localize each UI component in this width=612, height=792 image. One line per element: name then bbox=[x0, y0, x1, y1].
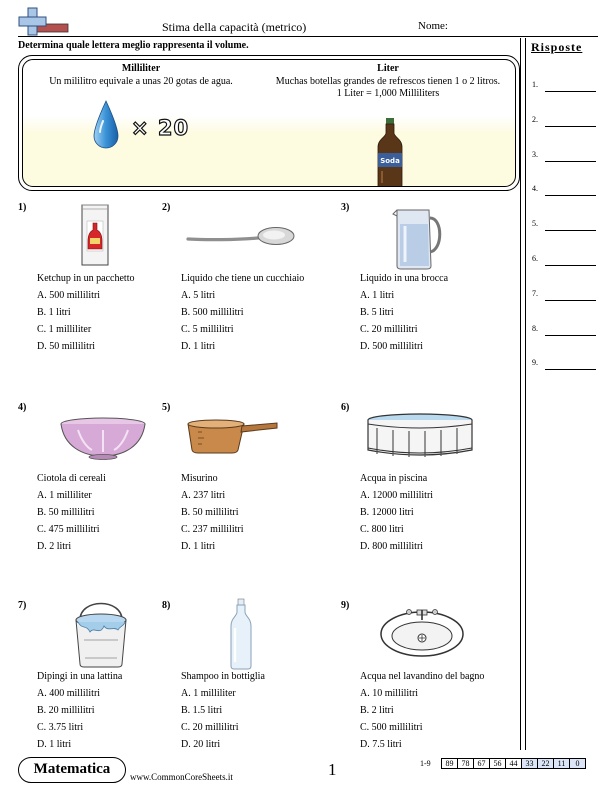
problem-question: Dipingi in una lattina bbox=[37, 671, 123, 682]
answer-slot[interactable] bbox=[532, 80, 596, 92]
answer-option[interactable]: A. 5 litri bbox=[181, 290, 216, 301]
problem-number: 9) bbox=[341, 600, 350, 611]
header-divider bbox=[18, 36, 598, 37]
answer-option[interactable]: A. 1 milliliter bbox=[37, 490, 92, 501]
answer-slot[interactable] bbox=[532, 219, 596, 231]
problem-question: Ketchup in un pacchetto bbox=[37, 273, 135, 284]
answer-number: 3. bbox=[532, 149, 538, 159]
answer-option[interactable]: D. 2 litri bbox=[37, 541, 72, 552]
answer-option[interactable]: A. 1 milliliter bbox=[181, 688, 236, 699]
answer-number: 5. bbox=[532, 219, 538, 229]
milliliter-heading: Milliliter bbox=[121, 63, 161, 74]
score-range-label: 1-9 bbox=[420, 759, 431, 768]
problem-question: Acqua in piscina bbox=[360, 473, 428, 484]
problem-number: 5) bbox=[162, 402, 171, 413]
swimming-pool-icon bbox=[365, 412, 475, 464]
answer-option[interactable]: D. 500 millilitri bbox=[360, 341, 424, 352]
score-cell: 78 bbox=[458, 759, 474, 769]
answer-option[interactable]: A. 237 litri bbox=[181, 490, 226, 501]
worksheet-title: Stima della capacità (metrico) bbox=[162, 20, 307, 34]
answer-option[interactable]: C. 1 milliliter bbox=[37, 324, 92, 335]
times-twenty-label: × 20 bbox=[131, 116, 190, 140]
answer-option[interactable]: C. 5 millilitri bbox=[181, 324, 234, 335]
instructions: Determina quale lettera meglio rappresenta il volume. bbox=[18, 40, 249, 51]
answer-option[interactable]: B. 20 millilitri bbox=[37, 705, 95, 716]
milliliter-info bbox=[27, 63, 255, 88]
answer-option[interactable]: B. 1.5 litri bbox=[181, 705, 223, 716]
score-cell: 56 bbox=[490, 759, 506, 769]
problem-question: Acqua nel lavandino del bagno bbox=[360, 671, 485, 682]
pitcher-icon bbox=[391, 206, 445, 276]
answer-slot[interactable] bbox=[532, 324, 596, 336]
answer-option[interactable]: B. 1 litri bbox=[37, 307, 71, 318]
answer-option[interactable]: D. 50 millilitri bbox=[37, 341, 96, 352]
bottle-label: Soda bbox=[380, 157, 400, 165]
answer-number: 2. bbox=[532, 114, 538, 124]
answer-option[interactable]: D. 1 litri bbox=[37, 739, 72, 750]
answer-line[interactable] bbox=[545, 300, 596, 301]
score-cell: 33 bbox=[522, 759, 538, 769]
page-number: 1 bbox=[328, 760, 337, 779]
answer-line[interactable] bbox=[545, 195, 596, 196]
answer-slot[interactable] bbox=[532, 115, 596, 127]
answer-option[interactable]: A. 400 millilitri bbox=[37, 688, 101, 699]
answer-option[interactable]: B. 500 millilitri bbox=[181, 307, 244, 318]
score-cell: 44 bbox=[506, 759, 522, 769]
answer-option[interactable]: A. 12000 millilitri bbox=[360, 490, 434, 501]
problem-number: 7) bbox=[18, 600, 27, 611]
answer-column-divider bbox=[520, 38, 521, 750]
spoon-icon bbox=[186, 226, 296, 256]
score-cell: 22 bbox=[538, 759, 554, 769]
problem-number: 6) bbox=[341, 402, 350, 413]
plus-minus-logo-icon bbox=[18, 6, 70, 38]
answer-slot[interactable] bbox=[532, 150, 596, 162]
answer-option[interactable]: D. 7.5 litri bbox=[360, 739, 402, 750]
answer-option[interactable]: D. 20 litri bbox=[181, 739, 221, 750]
cereal-bowl-icon bbox=[58, 416, 148, 466]
answer-column-divider bbox=[525, 38, 526, 750]
answer-option[interactable]: C. 237 millilitri bbox=[181, 524, 244, 535]
answer-option[interactable]: A. 10 millilitri bbox=[360, 688, 419, 699]
answer-line[interactable] bbox=[545, 126, 596, 127]
liter-heading: Liter bbox=[377, 63, 399, 74]
shampoo-bottle-icon bbox=[228, 598, 254, 676]
answer-option[interactable]: D. 1 litri bbox=[181, 341, 216, 352]
name-label: Nome: bbox=[418, 20, 448, 32]
brand-badge: Matematica bbox=[18, 757, 126, 783]
answer-option[interactable]: A. 500 millilitri bbox=[37, 290, 101, 301]
answer-option[interactable]: A. 1 litri bbox=[360, 290, 395, 301]
answer-option[interactable]: D. 1 litri bbox=[181, 541, 216, 552]
answer-slot[interactable] bbox=[532, 254, 596, 266]
liter-text: Muchas botellas grandes de refrescos tienen 1 o 2 litros. bbox=[275, 75, 501, 87]
answer-option[interactable]: C. 3.75 litri bbox=[37, 722, 84, 733]
problem-number: 2) bbox=[162, 202, 171, 213]
answer-line[interactable] bbox=[545, 369, 596, 370]
answer-number: 9. bbox=[532, 358, 538, 368]
problem-number: 8) bbox=[162, 600, 171, 611]
score-cell: 89 bbox=[442, 759, 458, 769]
answer-line[interactable] bbox=[545, 161, 596, 162]
measuring-cup-icon bbox=[184, 416, 280, 462]
answer-number: 7. bbox=[532, 288, 538, 298]
info-box bbox=[18, 55, 520, 191]
answer-number: 8. bbox=[532, 323, 538, 333]
liter-info bbox=[263, 63, 513, 101]
problem-question: Ciotola di cereali bbox=[37, 473, 106, 484]
score-cell: 11 bbox=[554, 759, 570, 769]
score-cell: 67 bbox=[474, 759, 490, 769]
answer-option[interactable]: C. 500 millilitri bbox=[360, 722, 423, 733]
answer-option[interactable]: D. 800 millilitri bbox=[360, 541, 424, 552]
problem-question: Liquido che tiene un cucchiaio bbox=[181, 273, 305, 284]
answer-number: 6. bbox=[532, 254, 538, 263]
problem-number: 4) bbox=[18, 402, 27, 413]
paint-can-icon bbox=[70, 596, 132, 674]
problem-number: 1) bbox=[18, 202, 27, 213]
soda-bottle-icon bbox=[375, 117, 405, 187]
bathroom-sink-icon bbox=[379, 602, 465, 664]
problem-question: Misurino bbox=[181, 473, 218, 484]
liter-conversion: 1 Liter = 1,000 Milliliters bbox=[336, 88, 440, 99]
answer-option[interactable]: C. 20 millilitri bbox=[360, 324, 418, 335]
answer-option[interactable]: C. 475 millilitri bbox=[37, 524, 100, 535]
answer-option[interactable]: B. 2 litri bbox=[360, 705, 394, 716]
problem-question: Liquido in una brocca bbox=[360, 273, 449, 284]
ketchup-packet-icon bbox=[78, 203, 112, 273]
answer-option[interactable]: B. 5 litri bbox=[360, 307, 394, 318]
score-table bbox=[441, 758, 586, 769]
answer-slot[interactable] bbox=[532, 289, 596, 301]
score-cell: 0 bbox=[570, 759, 586, 769]
answer-line[interactable] bbox=[545, 91, 596, 92]
answer-option[interactable]: C. 20 millilitri bbox=[181, 722, 239, 733]
answer-slot[interactable] bbox=[532, 358, 596, 370]
problem-question: Shampoo in bottiglia bbox=[181, 671, 265, 682]
answer-option[interactable]: C. 800 litri bbox=[360, 524, 404, 535]
footer-url: www.CommonCoreSheets.it bbox=[130, 772, 233, 782]
answer-option[interactable]: B. 50 millilitri bbox=[181, 507, 239, 518]
answer-option[interactable]: B. 50 millilitri bbox=[37, 507, 95, 518]
answer-line[interactable] bbox=[545, 265, 596, 266]
answer-line[interactable] bbox=[545, 230, 596, 231]
answer-number: 4. bbox=[532, 184, 538, 194]
answer-slot[interactable] bbox=[532, 184, 596, 196]
answer-line[interactable] bbox=[545, 335, 596, 336]
answer-key-title: Risposte bbox=[531, 40, 583, 54]
answer-option[interactable]: B. 12000 litri bbox=[360, 507, 414, 518]
water-drop-icon bbox=[93, 100, 119, 150]
problem-number: 3) bbox=[341, 202, 350, 213]
milliliter-text: Un mililitro equivale a unas 20 gotas de agua. bbox=[49, 75, 233, 87]
answer-number: 1. bbox=[532, 80, 538, 89]
